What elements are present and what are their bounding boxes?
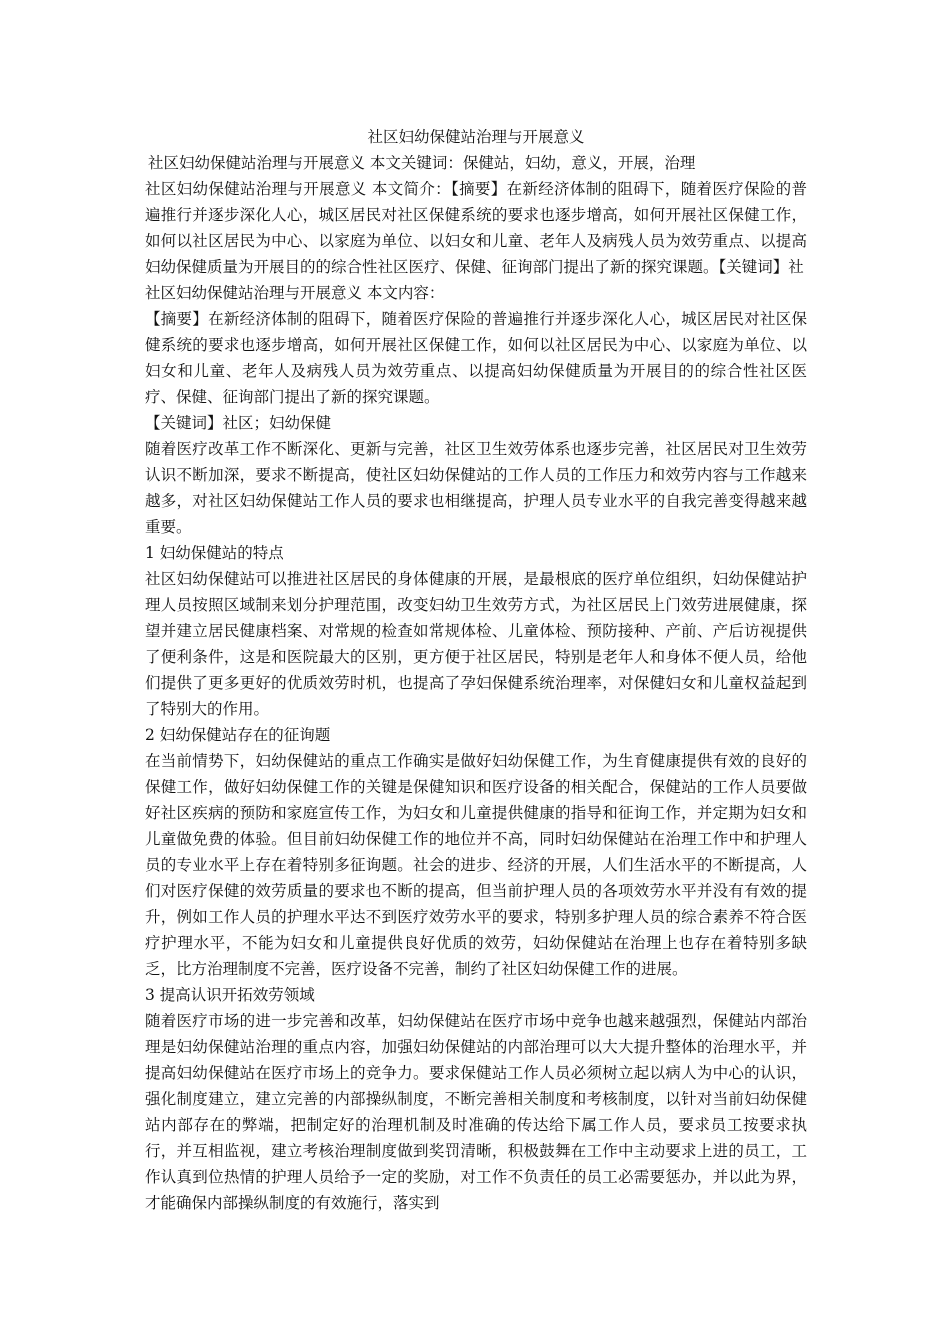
document-page [145, 124, 807, 1216]
intro-body-paragraph: 随着医疗改革工作不断深化、更新与完善，社区卫生效劳体系也逐步完善，社区居民对卫生效劳认识不断加深，要求不断提高，使社区妇幼保健站的工作人员的工作压力和效劳内容与工作越来越多，对社区妇幼保健站工作人员的要求也相继提高，护理人员专业水平的自我完善变得越来越重要。 [145, 440, 807, 536]
keywords-paragraph: 【关键词】社区；妇幼保健 [145, 414, 332, 432]
section-2-heading: 2 妇幼保健站存在的征询题 [145, 726, 331, 744]
section-1-heading: 1 妇幼保健站的特点 [145, 544, 284, 562]
section-2-body: 在当前情势下，妇幼保健站的重点工作确实是做好妇幼保健工作，为生育健康提供有效的良好的保健工作，做好妇幼保健工作的关键是保健知识和医疗设备的相关配合，保健站的工作人员要做好社区疾病的预防和家庭宣传工作，为妇女和儿童提供健康的指导和征询工作，并定期为妇女和儿童做免费的体验。但目前妇幼保健工作的地位并不高，同时妇幼保健站在治理工作中和护理人员的专业水平上存在着特别多征询题。社会的进步、经济的开展，人们生活水平的不断提高，人们对医疗保健的效劳质量的要求也不断的提高，但当前护理人员的各项效劳水平并没有有效的提升，例如工作人员的护理水平达不到医疗效劳水平的要求，特别多护理人员的综合素养不符合医疗护理水平，不能为妇女和儿童提供良好优质的效劳，妇幼保健站在治理上也存在着特别多缺乏，比方治理制度不完善，医疗设备不完善，制约了社区妇幼保健工作的进展。 [145, 752, 807, 978]
section-3-body: 随着医疗市场的进一步完善和改革，妇幼保健站在医疗市场中竞争也越来越强烈，保健站内部治理是妇幼保健站治理的重点内容，加强妇幼保健站的内部治理可以大大提升整体的治理水平，并提高妇幼保健站在医疗市场上的竞争力。要求保健站工作人员必须树立起以病人为中心的认识，强化制度建立，建立完善的内部操纵制度，不断完善相关制度和考核制度，以针对当前妇幼保健站内部存在的弊端，把制定好的治理机制及时准确的传达给下属工作人员，要求员工按要求执行，并互相监视，建立考核治理制度做到奖罚清晰，积极鼓舞在工作中主动要求上进的员工，工作认真到位热情的护理人员给予一定的奖励，对工作不负责任的员工必需要惩办，并以此为界，才能确保内部操纵制度的有效施行，落实到 [145, 1012, 807, 1212]
intro-paragraph: 社区妇幼保健站治理与开展意义 本文简介：【摘要】在新经济体制的阻碍下，随着医疗保险的普遍推行并逐步深化人心，城区居民对社区保健系统的要求也逐步增高，如何开展社区保健工作，如何以社区居民为中心、以家庭为单位、以妇女和儿童、老年人及病残人员为效劳重点、以提高妇幼保健质量为开展目的的综合性社区医疗、保健、征询部门提出了新的探究课题。【关键词】社 [145, 180, 807, 276]
document-title: 社区妇幼保健站治理与开展意义 [367, 128, 585, 146]
section-1-body: 社区妇幼保健站可以推进社区居民的身体健康的开展，是最根底的医疗单位组织，妇幼保健站护理人员按照区域制来划分护理范围，改变妇幼卫生效劳方式，为社区居民上门效劳进展健康，探望并建立居民健康档案、对常规的检查如常规体检、儿童体检、预防接种、产前、产后访视提供了便利条件，这是和医院最大的区别，更方便于社区居民，特别是老年人和身体不便人员，给他们提供了更多更好的优质效劳时机，也提高了孕妇保健系统治理率，对保健妇女和儿童权益起到了特别大的作用。 [145, 570, 807, 718]
section-3-heading: 3 提高认识开拓效劳领域 [145, 986, 315, 1004]
abstract-paragraph: 【摘要】在新经济体制的阻碍下，随着医疗保险的普遍推行并逐步深化人心，城区居民对社区保健系统的要求也逐步增高，如何开展社区保健工作，如何以社区居民为中心、以家庭为单位、以妇女和儿童、老年人及病残人员为效劳重点、以提高妇幼保健质量为开展目的的综合性社区医疗、保健、征询部门提出了新的探究课题。 [145, 310, 807, 406]
keywords-line: 社区妇幼保健站治理与开展意义 本文关键词：保健站，妇幼，意义，开展，治理 [148, 154, 696, 172]
content-label: 社区妇幼保健站治理与开展意义 本文内容： [145, 284, 445, 302]
